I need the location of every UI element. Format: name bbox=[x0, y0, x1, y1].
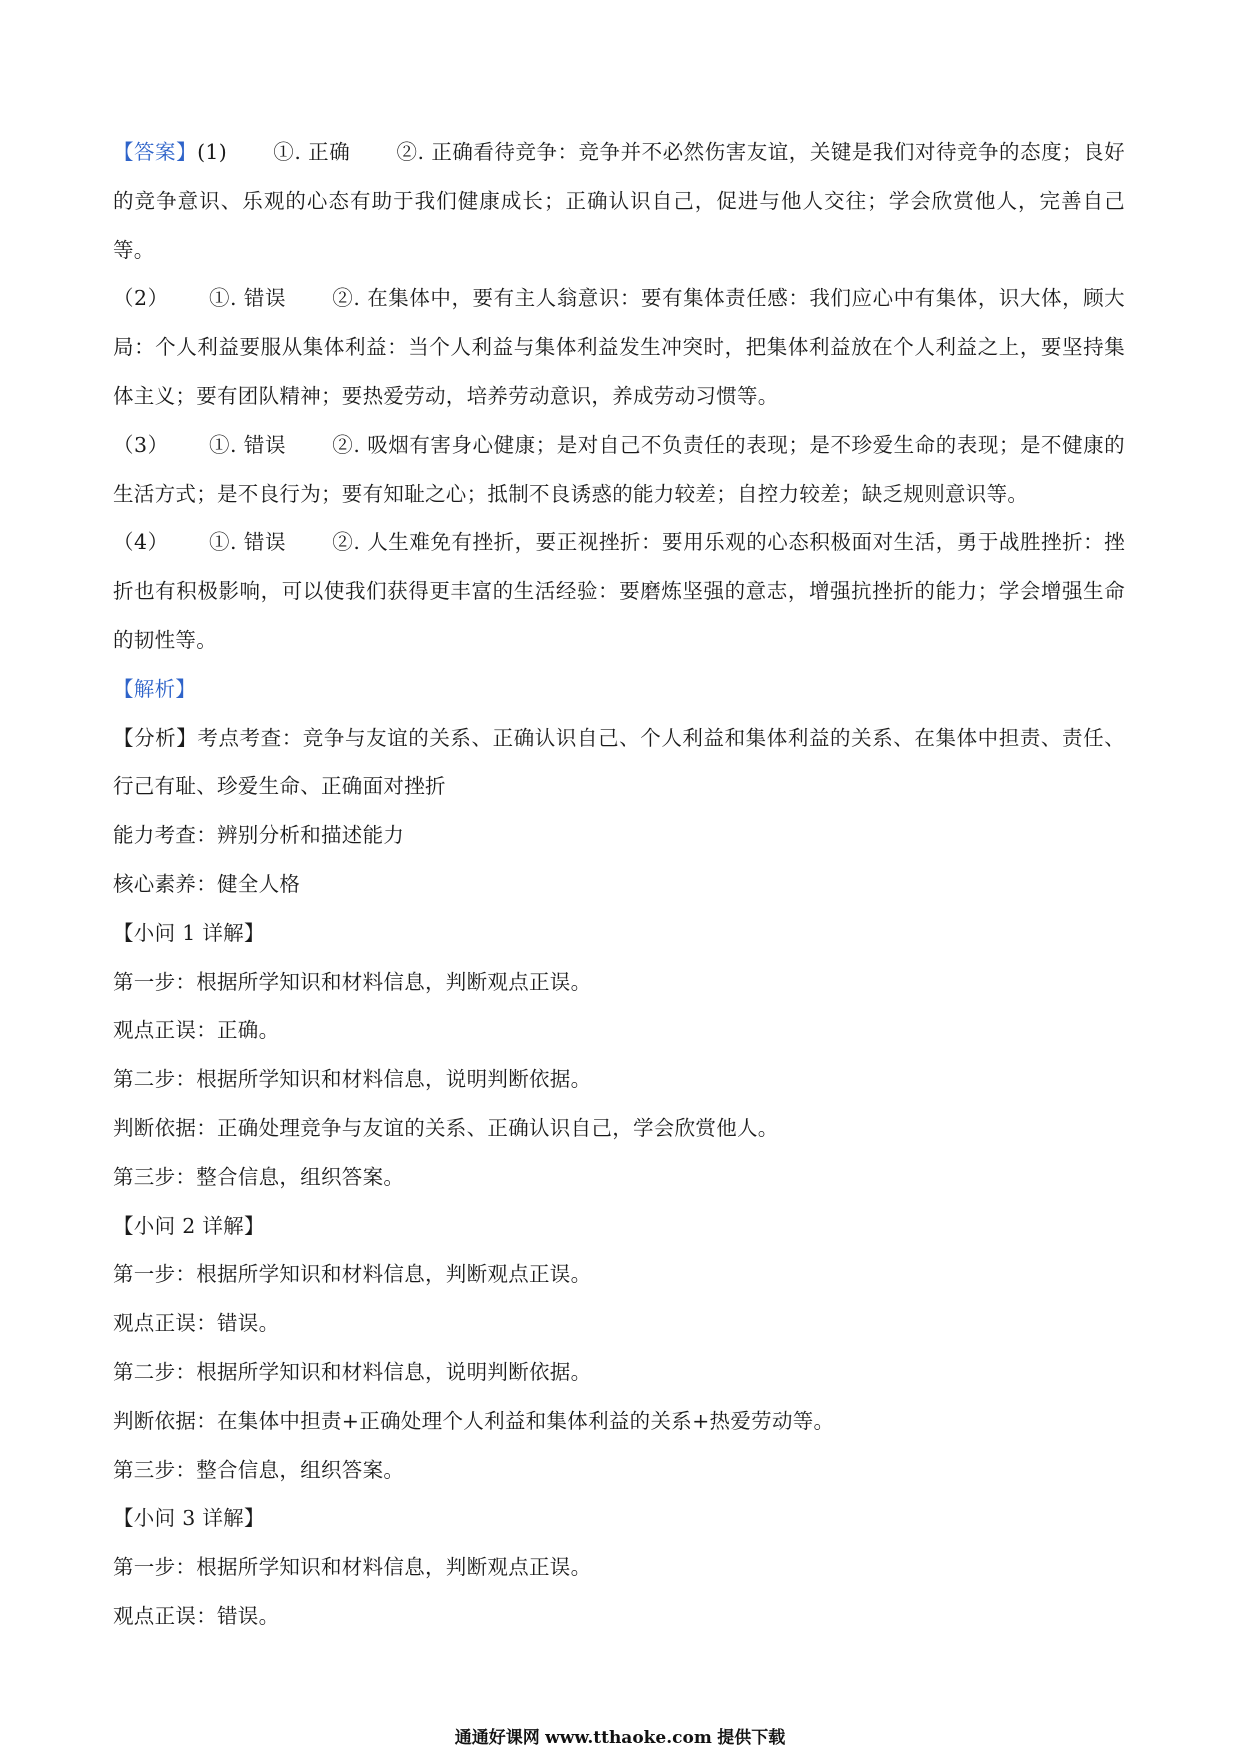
q1-judgment: ①. 正确 bbox=[273, 140, 351, 164]
sub2-basis: 判断依据：在集体中担责+正确处理个人利益和集体利益的关系+热爱劳动等。 bbox=[113, 1408, 835, 1433]
answer-q1 bbox=[113, 128, 1125, 274]
answer-label: 【答案】 bbox=[113, 140, 198, 164]
sub1-basis: 判断依据：正确处理竞争与友谊的关系、正确认识自己，学会欣赏他人。 bbox=[113, 1115, 779, 1140]
sub2-view: 观点正误：错误。 bbox=[113, 1311, 280, 1336]
q4-judgment: ①. 错误 bbox=[208, 530, 287, 555]
q2-text: ②. 在集体中，要有主人翁意识：要有集体责任感：我们应心中有集体，识大体，顾大局：个人利益要服从集体利益：当个人利益与集体利益发生冲突时，把集体利益放在个人利益之上，要坚持集体主义；要有团队精神；要热爱劳动，培养劳动意识，养成劳动习惯等。 bbox=[113, 286, 1125, 408]
document-page bbox=[113, 128, 1125, 1641]
answer-q2 bbox=[113, 274, 1125, 420]
sub2-step2: 第二步：根据所学知识和材料信息，说明判断依据。 bbox=[113, 1359, 592, 1384]
footer-site-name: 通通好课网 bbox=[454, 1728, 540, 1748]
q4-number: （4） bbox=[113, 530, 169, 555]
q2-number: （2） bbox=[113, 286, 169, 311]
sub1-step2: 第二步：根据所学知识和材料信息，说明判断依据。 bbox=[113, 1067, 592, 1092]
sub3-view: 观点正误：错误。 bbox=[113, 1603, 280, 1628]
answer-q3 bbox=[113, 421, 1125, 519]
sub1-step3: 第三步：整合信息，组织答案。 bbox=[113, 1164, 405, 1189]
sub3-heading: 【小问 3 详解】 bbox=[113, 1506, 265, 1531]
page-footer bbox=[0, 1723, 1240, 1748]
sub1-view: 观点正误：正确。 bbox=[113, 1018, 280, 1043]
sub2-heading: 【小问 2 详解】 bbox=[113, 1213, 265, 1238]
q3-judgment: ①. 错误 bbox=[208, 432, 287, 457]
q3-number: （3） bbox=[113, 432, 169, 457]
sub1-heading: 【小问 1 详解】 bbox=[113, 920, 265, 945]
sub3-step1: 第一步：根据所学知识和材料信息，判断观点正误。 bbox=[113, 1555, 592, 1580]
q4-text: ②. 人生难免有挫折，要正视挫折：要用乐观的心态积极面对生活，勇于战胜挫折：挫折也有积极影响，可以使我们获得更丰富的生活经验：要磨炼坚强的意志，增强抗挫折的能力；学会增强生命的韧性等。 bbox=[113, 530, 1125, 652]
q2-judgment: ①. 错误 bbox=[208, 286, 287, 311]
footer-url[interactable]: www.tthaoke.com bbox=[545, 1728, 712, 1748]
sub1-step1: 第一步：根据所学知识和材料信息，判断观点正误。 bbox=[113, 969, 592, 994]
q3-text: ②. 吸烟有害身心健康；是对自己不负责任的表现；是不珍爱生命的表现；是不健康的生活方式；是不良行为；要有知耻之心；抵制不良诱惑的能力较差；自控力较差；缺乏规则意识等。 bbox=[113, 432, 1125, 506]
analysis-ability: 能力考查：辨别分析和描述能力 bbox=[113, 823, 405, 848]
sub2-step1: 第一步：根据所学知识和材料信息，判断观点正误。 bbox=[113, 1262, 592, 1287]
sub2-step3: 第三步：整合信息，组织答案。 bbox=[113, 1457, 405, 1482]
q1-text: ②. 正确看待竞争：竞争并不必然伤害友谊，关键是我们对待竞争的态度；良好的竞争意识、乐观的心态有助于我们健康成长；正确认识自己，促进与他人交往；学会欣赏他人，完善自己等。 bbox=[113, 140, 1125, 262]
analysis-fenxi: 【分析】考点考查：竞争与友谊的关系、正确认识自己、个人利益和集体利益的关系、在集体中担责、责任、行己有耻、珍爱生命、正确面对挫折 bbox=[113, 725, 1125, 799]
analysis-core: 核心素养：健全人格 bbox=[113, 871, 301, 896]
answer-q4 bbox=[113, 518, 1125, 664]
footer-suffix: 提供下载 bbox=[717, 1728, 786, 1748]
q1-number: (1) bbox=[197, 140, 228, 164]
analysis-label: 【解析】 bbox=[113, 676, 197, 701]
